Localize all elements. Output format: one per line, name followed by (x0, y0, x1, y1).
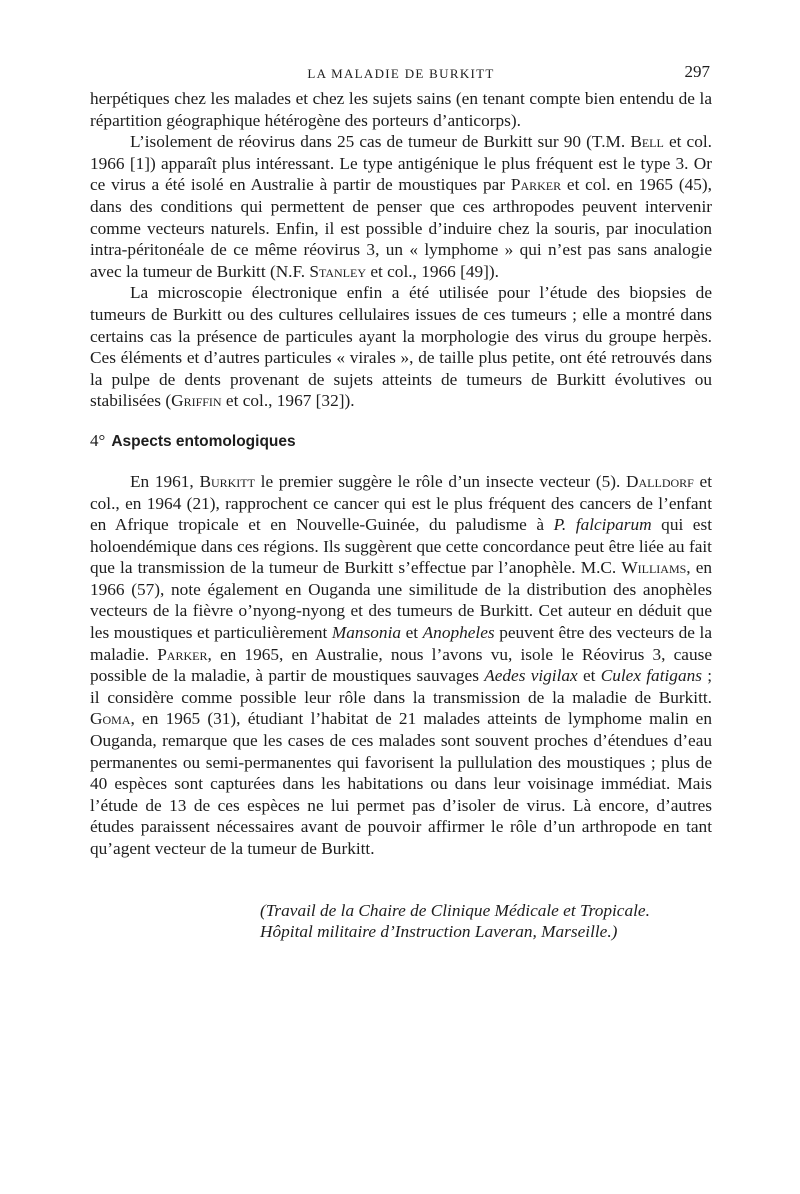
paragraph-2-text-4: et col., 1966 [49]). (366, 261, 499, 281)
affiliation-line-1: (Travail de la Chaire de Clinique Médicale et Tropicale. (260, 900, 650, 920)
section-number: 4° (90, 430, 106, 450)
paragraph-4-text-3: et col., en 1964 (21), rapprochent ce cancer qui est le plus fréquent des cancers de l’enfant en Afrique tropicale et en Nouvelle-Guinée, du paludisme à (90, 471, 712, 535)
author-stanley: Stanley (309, 261, 367, 281)
author-bell: Bell (630, 132, 664, 152)
genus-mansonia: Mansonia (331, 623, 402, 643)
paragraph-4-text-4: qui est holoendémique dans ces régions. Ils suggèrent que cette concordance peut être liée au fait que la transmission de la tumeur de Burkitt s’effectue par l’anophèle. M.C. (90, 515, 713, 578)
paragraph-4-text-7: peuvent être des vecteurs de la maladie. (90, 623, 712, 664)
page-body (90, 62, 712, 942)
author-dalldorf: Dalldorf (626, 471, 694, 491)
paragraph-2-text-3: et col. en 1965 (45), dans des conditions qui permettent de penser que ces arthropodes peuvent intervenir comme vecteurs naturels. Enfin, il est possible d’induire chez la souris, par inoculation intra-péritonéale de ce même réovirus 3, un « lymphome » qui n’est pas sans analogie avec la tumeur de Burkitt (N.F. (90, 175, 712, 281)
paragraph-4-text-5: , en 1966 (57), note également en Ouganda une similitude de la distribution des anophèles vecteurs de la fièvre o’nyong-nyong et des tumeurs de Burkitt. Cet auteur en déduit que les moustiques et particulièrement (90, 558, 712, 643)
text-block (90, 88, 712, 412)
section-text-block (90, 471, 712, 860)
species-p-falciparum: P. falciparum (553, 515, 652, 535)
paragraph-3-text-2: et col., 1967 [32]). (221, 391, 355, 411)
affiliation-note (260, 900, 712, 942)
paragraph-3 (90, 282, 712, 412)
paragraph-3-text-1: La microscopie électronique enfin a été utilisée pour l’étude des biopsies de tumeurs de Burkitt ou des cultures cellulaires issues de ces tumeurs ; elle a montré dans certains cas la présence de particules ayant la morphologie des virus du groupe herpès. Ces éléments et d’autres particules « virales », de taille plus petite, ont été retrouvés dans la pulpe de dents provenant de sujets atteints de tumeurs de Burkitt évolutives ou stabilisées ( (90, 283, 712, 411)
paragraph-4 (90, 471, 712, 860)
author-parker-2: Parker (157, 644, 208, 664)
paragraph-1: herpétiques chez les malades et chez les sujets sains (en tenant compte bien entendu de la répartition géographique hétérogène des porteurs d’anticorps). (90, 89, 712, 130)
paragraph-4-text-1: En 1961, (130, 471, 200, 491)
page-number: 297 (684, 62, 710, 81)
paragraph-4-text-2: le premier suggère le rôle d’un insecte vecteur (5). (254, 471, 627, 491)
paragraph-2-text-2: et col. 1966 [1]) apparaît plus intéressant. Le type antigénique le plus fréquent est le type 3. Or ce virus a été isolé en Australie à partir de moustiques par (90, 132, 712, 195)
species-culex-fatigans: Culex fatigans (600, 666, 702, 686)
paragraph-2-text-1: L’isolement de réovirus dans 25 cas de tumeur de Burkitt sur 90 (T.M. (130, 132, 631, 152)
author-burkitt: Burkitt (199, 471, 255, 491)
affiliation-line-2: Hôpital militaire d’Instruction Laveran, Marseille.) (260, 921, 618, 941)
paragraph-4-text-10: ; il considère comme possible leur rôle dans la transmission de la maladie de Burkitt. (90, 666, 713, 707)
running-header (90, 62, 712, 88)
section-heading (90, 430, 712, 453)
paragraph-4-text-6: et (401, 623, 423, 643)
author-griffin: Griffin (171, 391, 222, 411)
genus-anopheles: Anopheles (422, 623, 495, 643)
author-parker: Parker (510, 175, 562, 195)
author-williams: Williams (621, 558, 687, 578)
paragraph-2 (90, 131, 712, 282)
paragraph-4-text-8: , en 1965, en Australie, nous l’avons vu, isole le Réovirus 3, cause possible de la maladie, à partir de moustiques sauvages (90, 644, 712, 686)
species-aedes-vigilax: Aedes vigilax (484, 666, 578, 686)
running-title: LA MALADIE DE BURKITT (307, 66, 495, 81)
section-title: Aspects entomologiques (111, 432, 296, 450)
paragraph-4-text-11: , en 1965 (31), étudiant l’habitat de 21 malades atteints de lymphome malin en Ouganda, remarque que les cases de ces malades sont souvent proches d’étendues d’eau permanentes ou semi-permanentes qui favorisent la pullulation des moustiques ; plus de 40 espèces sont capturées dans les habitations ou dans leur voisinage immédiat. Mais l’étude de 13 de ces espèces ne lui permet pas d’isoler de virus. Là encore, d’autres études paraissent nécessaires avant de pouvoir affirmer le rôle d’un arthropode en tant qu’agent vecteur de la tumeur de Burkitt. (90, 709, 712, 858)
author-goma: Goma (90, 709, 131, 729)
paragraph-4-text-9: et (577, 666, 601, 686)
